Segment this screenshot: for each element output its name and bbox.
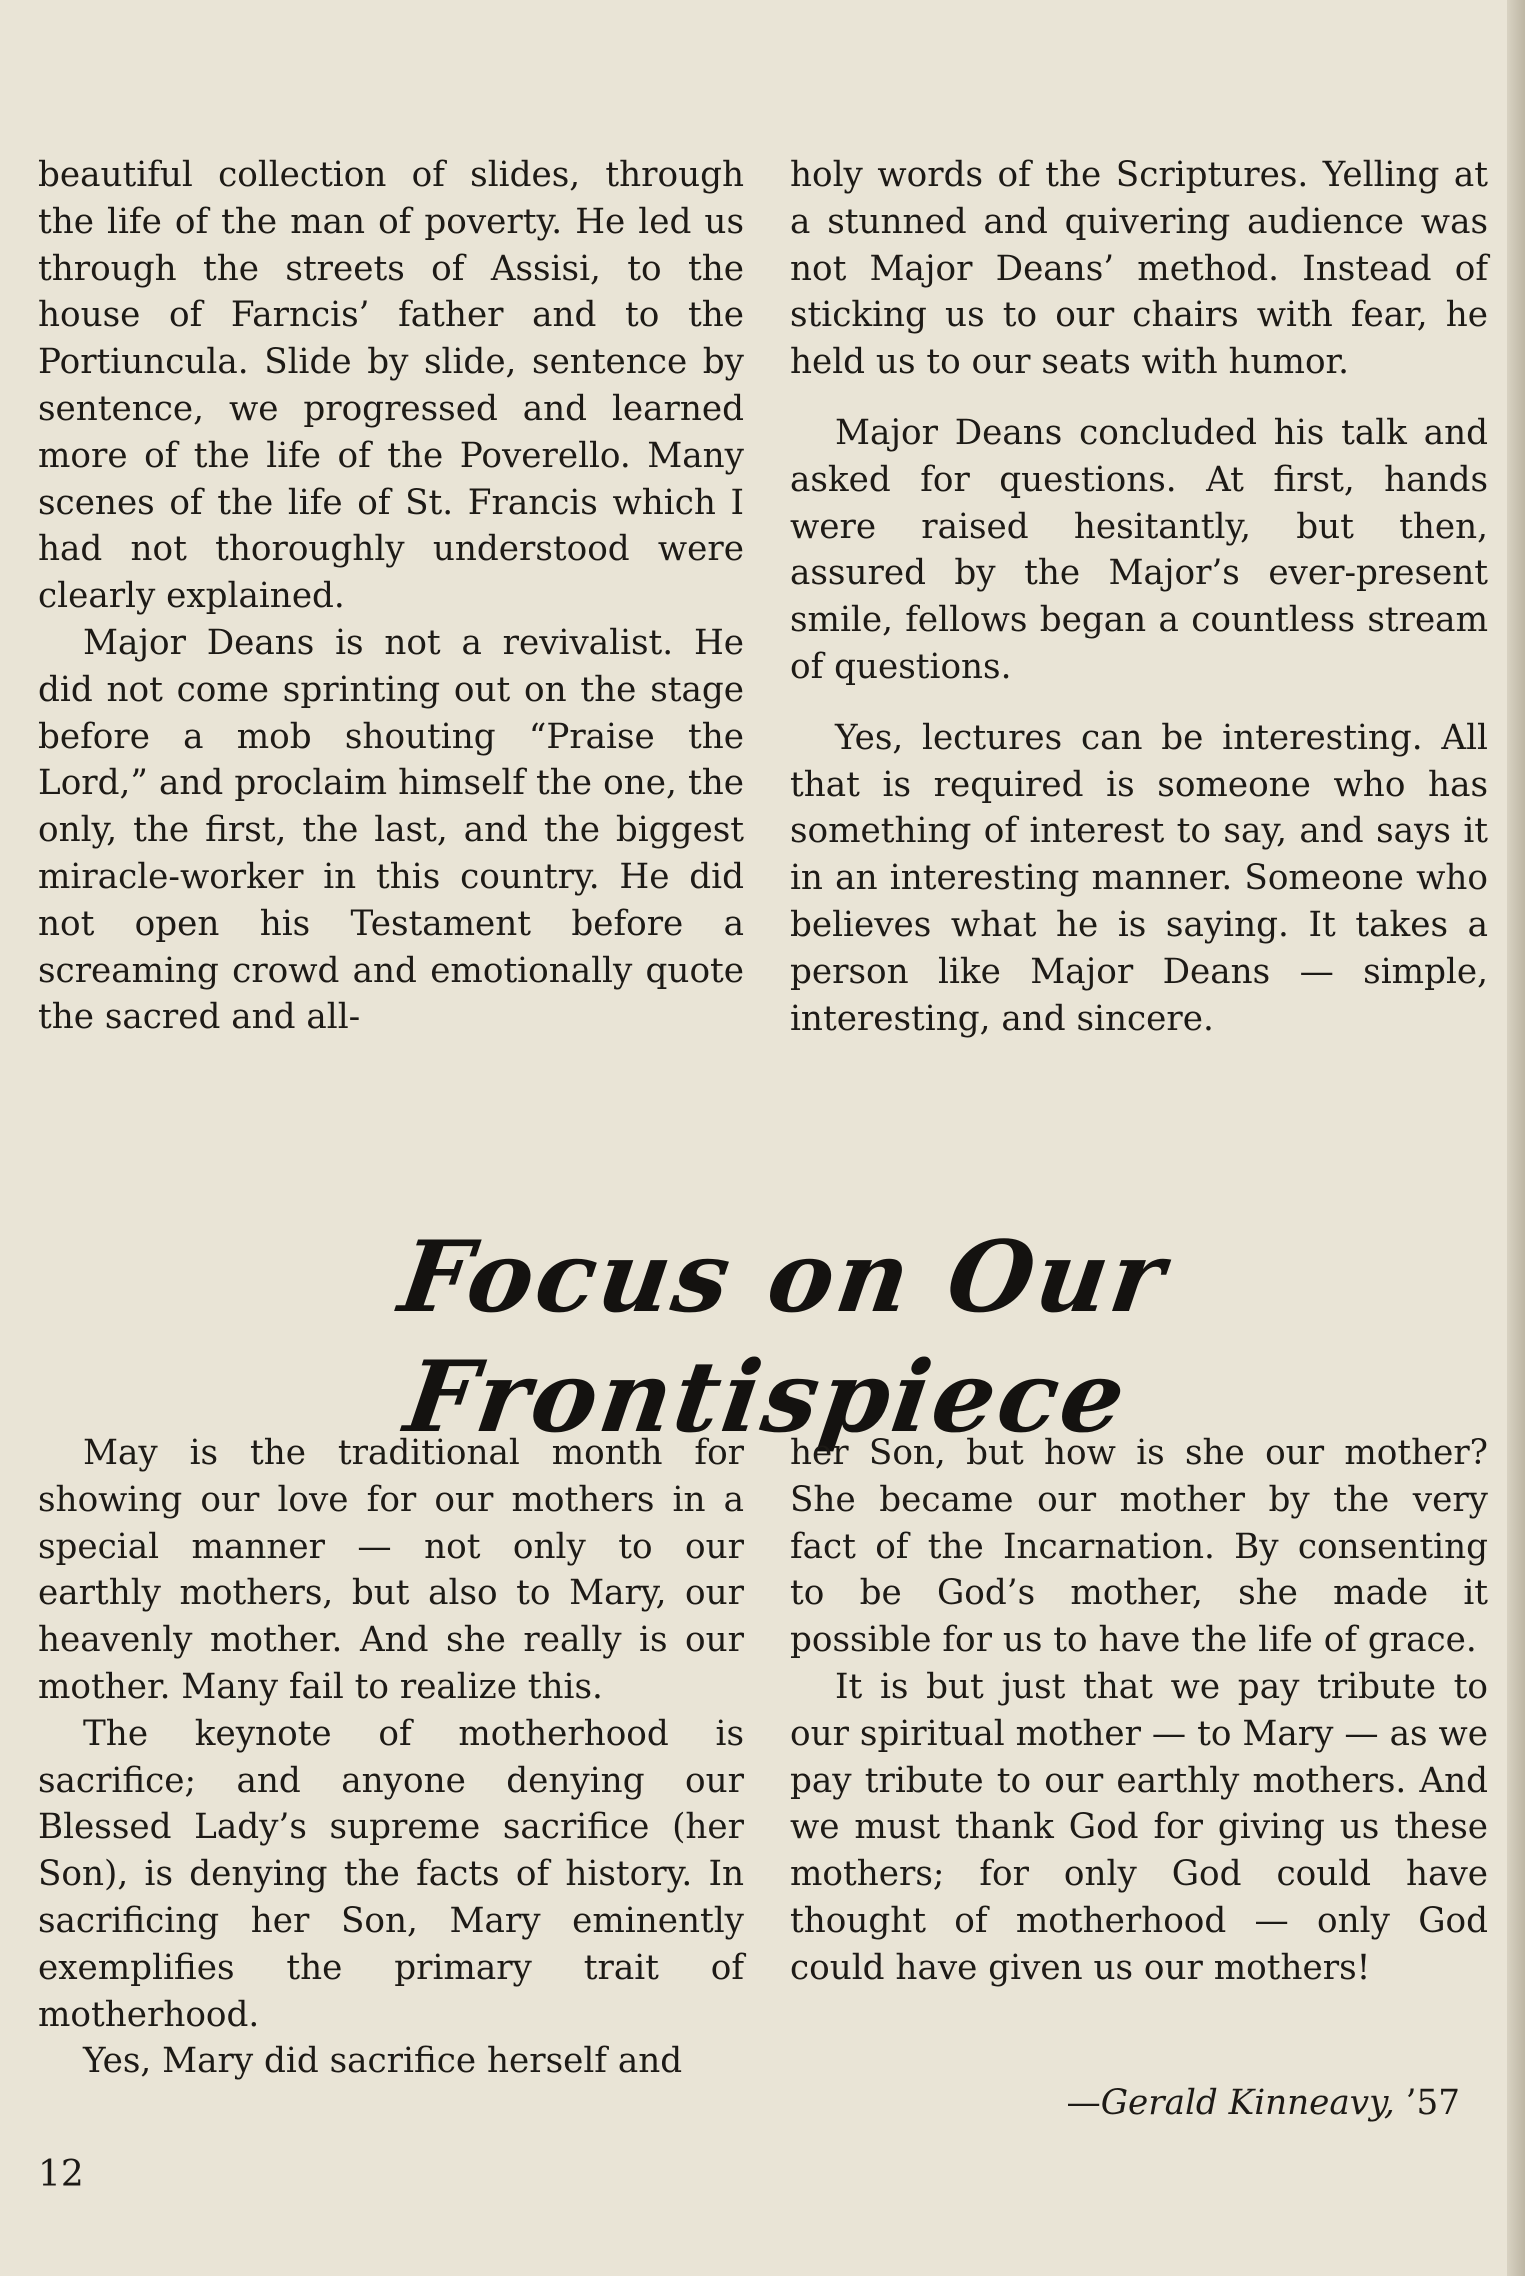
- top-right-column: [790, 152, 1488, 1042]
- bottom-right-column: [790, 1430, 1488, 1992]
- paragraph: holy words of the Scriptures. Yelling at a stunned and quivering audience was not Major Deans’ method. Instead of sticking us to our chairs with fear, he held us to our seats with humor.: [790, 155, 1488, 383]
- top-left-column: [38, 152, 744, 1041]
- author-name: Gerald Kinneavy,: [1100, 2083, 1395, 2123]
- paragraph: Major Deans is not a revivalist. He did not come sprinting out on the stage before a mob shouting “Praise the Lord,” and proclaim himself the one, the only, the first, the last, and the biggest miracle-worker in this country. He did not open his Testament before a screaming crowd and emotionally quote the sacred and all-: [38, 622, 744, 1038]
- paragraph: her Son, but how is she our mother? She became our mother by the very fact of the Incarnation. By consenting to be God’s mother, she made it possible for us to have the life of grace.: [790, 1433, 1488, 1661]
- paragraph: The keynote of motherhood is sacrifice; and anyone denying our Blessed Lady’s supreme sacrifice (her Son), is denying the facts of history. In sacrificing her Son, Mary eminently exemplifies the primary trait of motherhood.: [38, 1713, 744, 2035]
- paragraph: Yes, Mary did sacrifice herself and: [83, 2041, 683, 2082]
- section-heading: Focus on Our Frontispiece: [393, 1220, 1174, 1455]
- bottom-left-column: [38, 1430, 744, 2085]
- signature-dash: —: [1066, 2083, 1101, 2123]
- page-number: 12: [38, 2154, 84, 2195]
- paragraph: May is the traditional month for showing our love for our mothers in a special manner — not only to our earthly mothers, but also to Mary, our heavenly mother. And she really is our mother. Many fail to realize this.: [38, 1433, 744, 1707]
- paragraph: Yes, lectures can be interesting. All that is required is someone who has something of interest to say, and says it in an interesting manner. Someone who believes what he is saying. It takes a person like Major Deans — simple, interesting, and sincere.: [790, 717, 1488, 1039]
- paragraph: Major Deans concluded his talk and asked for questions. At first, hands were raised hesitantly, but then, assured by the Major’s ever-present smile, fellows began a countless stream of questions.: [790, 412, 1488, 687]
- page-edge-shadow: [1507, 0, 1525, 2276]
- paragraph: beautiful collection of slides, through the life of the man of poverty. He led us through the streets of Assisi, to the house of Farncis’ father and to the Portiuncula. Slide by slide, sentence by sentence, we progressed and learned more of the life of the Poverello. Many scenes of the life of St. Francis which I had not thoroughly understood were clearly explained.: [38, 155, 744, 617]
- author-signature: [1020, 2080, 1460, 2126]
- class-year: ’57: [1394, 2083, 1460, 2123]
- paragraph: It is but just that we pay tribute to our spiritual mother — to Mary — as we pay tribute to our earthly mothers. And we must thank God for giving us these mothers; for only God could have thought of motherhood — only God could have given us our mothers!: [790, 1666, 1488, 1988]
